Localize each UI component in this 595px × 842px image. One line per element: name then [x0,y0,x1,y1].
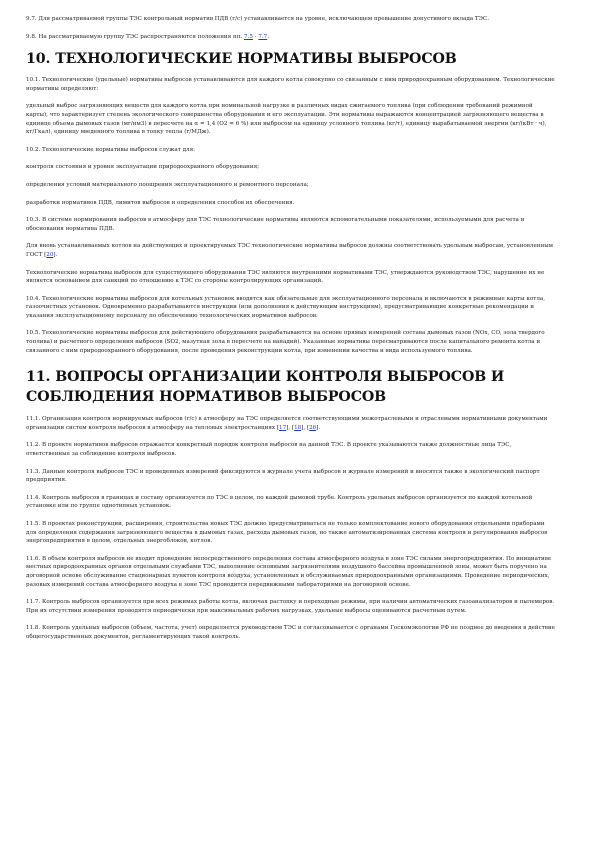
paragraph-text: 9.8. На рассматриваемую группу ТЭС распространяются положения пп. [26,33,244,40]
paragraph-11-4: 11.4. Контроль выбросов в границах и составу организуется по ТЭС в целом, по каждой дымовой трубе. Контроль удельных выбросов организуется по каждой котельной установке или по группе однотипных установок. [26,494,533,510]
link-ref-17[interactable]: 17 [279,424,287,431]
paragraph-11-1 [26,415,555,432]
paragraph-text: ], [ [301,424,310,431]
paragraph-11-2: 11.2. В проекте нормативов выбросов отражается конкретный порядок контроля выбросов на данной ТЭС. В проекте указываются также должностные лица ТЭС, ответственные за соблюдение контроля выбросов. [26,442,512,458]
link-ref-26[interactable]: 26 [309,424,317,431]
paragraph-text: Для вновь устанавливаемых котлов на действующих и проектируемых ТЭС технологические нормативы выбросов должны соответствовать удельным выбросам, установленным ГОСТ [ [26,243,554,258]
paragraph-text: ], [ [286,424,295,431]
paragraph-10-1-definition: удельный выброс загрязняющих веществ для каждого котла при номинальной нагрузке и различных видах сжигаемого топлива (при соблюдении требований режимной карты), что характеризует степень экологического совершенства оборудования и его эксплуатации. Эти нормативы выражаются концентрацией загрязняющего вещества в единице объема дымовых газов (мг/нм3) в пересчете на α = 1,4 (O2 = 6 %) или выбросом на единицу условного топлива (кг/т), единицу вырабатываемой энергии (кг/(кВт · ч), кг/Гкал), единицу введенного топлива в топку тепла (г/МДж). [26,103,547,136]
paragraph-11-3: 11.3. Данные контроля выбросов ТЭС и проведенных измерений фиксируются в журнале учета выбросов и журнале измерений и вносятся также в экологический паспорт предприятия. [26,468,540,484]
paragraph-10-3-existing: Технологические нормативы выбросов для существующего оборудования ТЭС являются внутренними нормативами ТЭС, утверждаются руководством ТЭС, нарушение их не является основанием для санкций по отношению к ТЭС со стороны контролирующих организаций. [26,269,545,285]
paragraph-11-8: 11.8. Контроль удельных выбросов (объем, частота, учет) определяется руководством ТЭС и согласовывается с органами Госкомэкологии РФ не позднее до введения в действие общегосударственных документов, регламентирующих такой контроль. [26,625,555,640]
paragraph-10-2-item-1: контроля состояния и уровня эксплуатации природоохранного оборудования; [26,164,260,171]
section-heading-11: 11. ВОПРОСЫ ОРГАНИЗАЦИИ КОНТРОЛЯ ВЫБРОСОВ И СОБЛЮДЕНИЯ НОРМАТИВОВ ВЫБРОСОВ [26,369,505,406]
link-ref-20[interactable]: 20 [46,251,54,258]
paragraph-10-3: 10.3. В системе нормирования выбросов в атмосферу для ТЭС технологические нормативы являются вспомогательными показателями, используемыми для расчета и обоснования норматива ПДВ. [26,217,525,232]
paragraph-10-1: 10.1. Технологические (удельные) нормативы выбросов устанавливаются для каждого котла совокупно со связанным с ним природоохранным оборудованием. Технологические нормативы определяют: [26,77,555,92]
paragraph-10-4: 10.4. Технологические нормативы выбросов для котельных установок вводятся как обязательные для эксплуатационного персонала и включаются в режимные карты котла, газоочистных установок. Одновременно разрабатываются инструкции (или дополнения к действующим инструкциям), предусматривающие конкретные рекомендации и указания эксплуатационному персоналу по обеспечению технологических нормативов выбросов. [26,295,546,319]
paragraph-11-6: 11.6. В объем контроля выбросов не входит проведение непосредственного определения состава атмосферного воздуха в зоне ТЭС силами энергопредприятия. По инициативе местных природоохранных органов отдельными службами ТЭС, выполнение основными загрязнителями воздушного бассейна промышленной зоны, может быть поручено на договорной основе обслуживание стационарных пунктов контроля воздуха, установленных и обслуживаемых природоохранными организациями. Проведение периодических, разовых измерений состава атмосферного воздуха в зоне ТЭС проводится передвижными лабораториями на договорной основе. [26,555,552,588]
section-heading-10: 10. ТЕХНОЛОГИЧЕСКИЕ НОРМАТИВЫ ВЫБРОСОВ [26,51,457,68]
paragraph-10-2-item-2: определения условий материального поощрения эксплуатационного и ремонтного персонала; [26,181,309,188]
paragraph-11-7: 11.7. Контроль выбросов организуется при всех режимах работы котла, включая растопку и переходные режимы, при наличии автоматических газоанализаторов и пылемеров. При их отсутствии измерения проводятся периодически при максимальных рабочих нагрузках, удельные выбросы оцениваются расчетным путем. [26,599,555,614]
paragraph-10-5: 10.5. Технологические нормативы выбросов для действующего оборудования разрабатываются на основе прямых измерений состава дымовых газов (NOx, CO, зола твердого топлива) и расчетного определения выбросов (SO2, мазутная зола в пересчете на ванадий). Указанные нормативы пересматриваются после капитального ремонта котла и связанного с ним природоохранного оборудования, после проведения реконструкции котла, при изменении качества и вида используемого топлива. [26,330,545,354]
paragraph-10-2: 10.2. Технологические нормативы выбросов служат для: [26,146,195,153]
paragraph-text: 11.1. Организация контроля нормируемых выбросов (г/с) в атмосферу на ТЭС определяется соответствующими межотраслевыми и отраслевыми нормативными документами организации систем контроля выбросов в атмосферу на тепловых электростанциях [ [26,416,548,431]
paragraph-9-8 [26,33,555,42]
paragraph-text: - [252,33,259,40]
paragraph-9-7: 9.7. Для рассматриваемой группы ТЭС контрольный норматив ПДВ (г/с) устанавливается на уровне, исключающем превышение допустимого вклада ТЭС. [26,16,489,22]
paragraph-text: ]. [53,251,58,258]
link-7-7[interactable]: 7.7 [258,33,268,40]
link-7-5[interactable]: 7.5 [243,33,253,40]
paragraph-11-5: 11.5. В проектах реконструкции, расширения, строительства новых ТЭС должно предусматриваться не только комплектование нового оборудования отдельными приборами для определения содержания загрязняющего вещества в дымовых газах, расхода дымовых газов, но также автоматизированная система контроля и регулирования выбросов энергопредприятия в целом, отдельных энергоблоков, котлов. [26,521,548,545]
paragraph-10-3-new-boilers [26,242,555,259]
link-ref-18[interactable]: 18 [294,424,302,431]
paragraph-10-2-item-3: разработки нормативов ПДВ, лимитов выбросов и определения способов их обеспечения. [26,199,295,206]
paragraph-text: ]. [316,424,321,431]
paragraph-text: . [267,33,270,40]
